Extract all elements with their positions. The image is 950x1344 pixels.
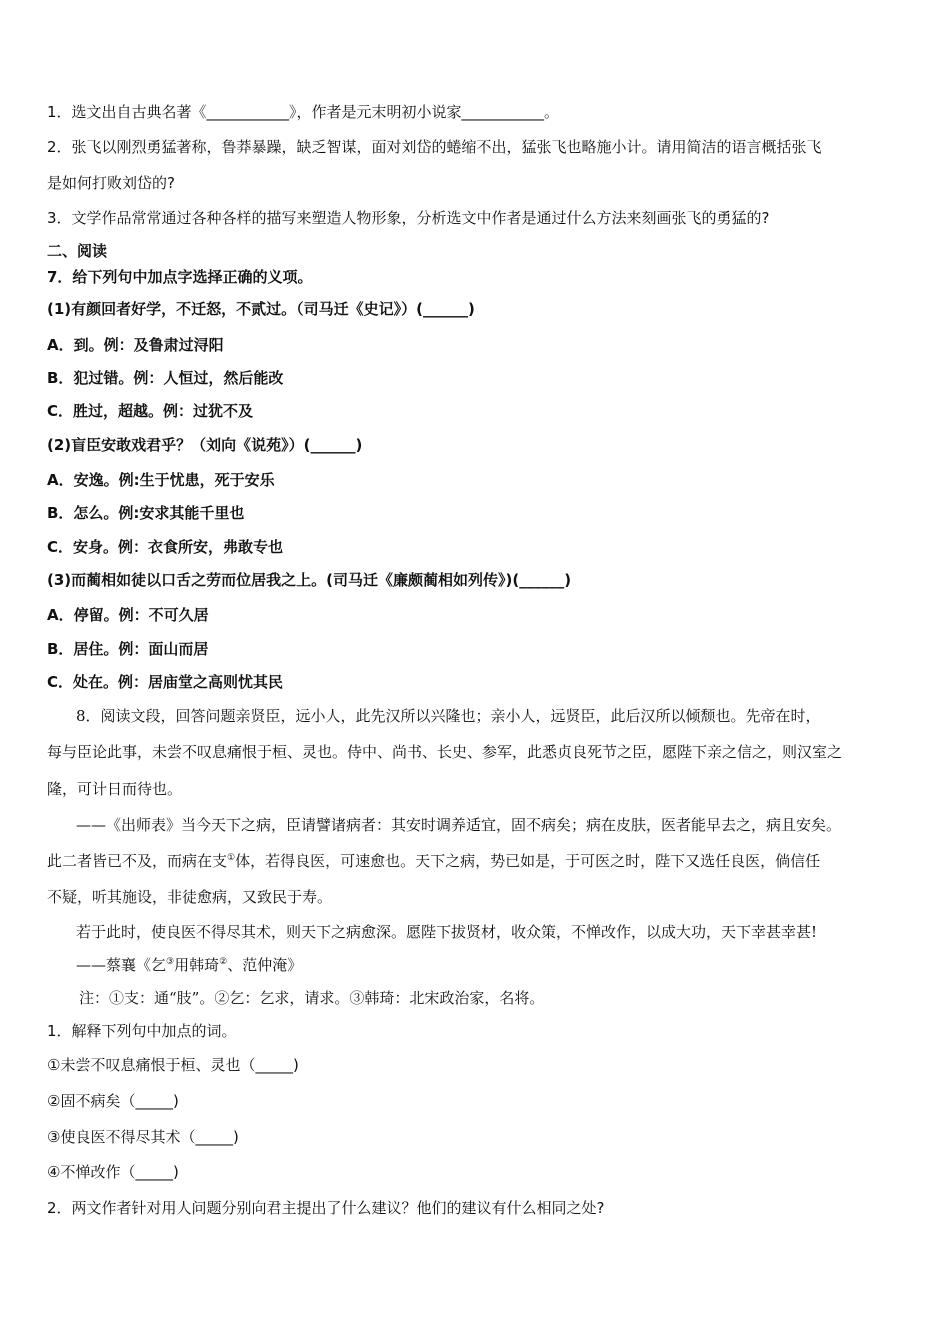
q7-s3-option-b: B．居住。例：面山而居 [47,640,209,658]
q8-passage-2-line-2 [47,851,820,871]
q8-item-3: ③使良医不得尽其术（_____) [47,1128,239,1146]
q7-s1-option-b: B．犯过错。例：人恒过，然后能改 [47,369,284,387]
q7-s3-option-c: C．处在。例：居庙堂之高则忧其民 [47,673,284,691]
question-1: 1．选文出自古典名著《___________》，作者是元末明初小说家___________。 [47,103,560,121]
q8-item-4: ④不惮改作（_____) [47,1163,179,1181]
question-3: 3．文学作品常常通过各种各样的描写来塑造人物形象，分析选文中作者是通过什么方法来刻画张飞的勇猛的? [47,209,770,227]
q8-attr-part-b: 用韩琦 [174,956,220,974]
q8-item-2: ②固不病矣（_____) [47,1092,179,1110]
question-2-line-2: 是如何打败刘岱的? [47,174,175,192]
q7-sentence-2: (2)盲臣安敢戏君乎？（刘向《说苑》）(______) [47,436,363,454]
q8-passage-2-line-1: ——《出师表》当今天下之病，臣请譬诸病者：其安时调养适宜，固不病矣；病在皮肤，医者能早去之，病且安矣。 [76,816,842,834]
q7-sentence-1: (1)有颜回者好学，不迁怒，不贰过。（司马迁《史记》）(______) [47,300,475,318]
footnote-marker-1: ① [227,853,236,863]
q8-p2-l2-part-a: 此二者皆已不及，而病在支 [47,852,228,870]
q8-sub-question-2: 2．两文作者针对用人问题分别向君主提出了什么建议？他们的建议有什么相同之处? [47,1199,605,1217]
q8-sub-question-1: 1．解释下列句中加点的词。 [47,1022,237,1040]
q7-s2-option-b: B．怎么。例:安求其能千里也 [47,504,245,522]
q8-source-attribution [76,955,302,975]
q8-passage-1-line-2: 每与臣论此事，未尝不叹息痛恨于桓、灵也。侍中、尚书、长史、参军，此悉贞良死节之臣，愿陛下亲之信之，则汉室之 [47,743,843,761]
q8-p2-l2-part-b: 体，若得良医，可速愈也。天下之病，势已如是，于可医之时，陛下又选任良医，倘信任 [235,852,821,870]
question-2-line-1: 2．张飞以刚烈勇猛著称，鲁莽暴躁，缺乏智谋，面对刘岱的蜷缩不出，猛张飞也略施小计。请用简洁的语言概括张飞 [47,138,822,156]
section-heading-reading: 二、阅读 [47,242,108,260]
q8-attr-part-a: ——蔡襄《乞 [76,956,167,974]
q8-passage-3-line-1: 若于此时，使良医不得尽其术，则天下之病愈深。愿陛下拔贤材，收众策，不惮改作，以成大功，天下幸甚幸甚! [76,923,818,941]
q7-s1-option-a: A．到。例：及鲁肃过浔阳 [47,336,224,354]
q8-passage-1-line-1: 8．阅读文段，回答问题亲贤臣，远小人，此先汉所以兴隆也；亲小人，远贤臣，此后汉所以倾颓也。先帝在时， [76,707,821,725]
q7-s2-option-c: C．安身。例：衣食所安，弗敢专也 [47,538,284,556]
question-7-title: 7．给下列句中加点字选择正确的义项。 [47,268,313,286]
q8-passage-2-line-3: 不疑，听其施设，非徒愈病，又致民于寿。 [47,888,333,906]
footnote-marker-2: ② [219,957,228,967]
q8-attr-part-c: 、范仲淹》 [227,956,303,974]
footnote-marker-3: ③ [166,957,175,967]
q8-notes: 注：①支：通“肢”。②乞：乞求，请求。③韩琦：北宋政治家，名将。 [79,989,545,1007]
q7-s2-option-a: A．安逸。例:生于忧患，死于安乐 [47,471,275,489]
q7-s1-option-c: C．胜过，超越。例：过犹不及 [47,402,254,420]
q8-item-1: ①未尝不叹息痛恨于桓、灵也（_____) [47,1056,299,1074]
q8-passage-1-line-3: 隆，可计日而待也。 [47,780,183,798]
q7-sentence-3: (3)而蔺相如徒以口舌之劳而位居我之上。(司马迁《廉颇蔺相如列传》)(______) [47,571,572,589]
q7-s3-option-a: A．停留。例：不可久居 [47,606,209,624]
